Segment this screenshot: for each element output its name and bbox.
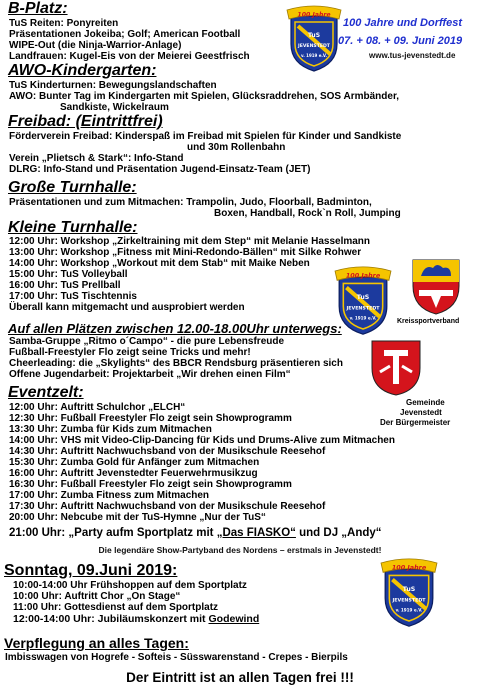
jubilaeum-line: 12:00-14:00 Uhr: Jubiläumskonzert mit Godewind: [13, 613, 260, 625]
freibad-line: Verein „Plietsch & Stark“: Info-Stand: [9, 153, 184, 164]
svg-text:JEVENSTEDT: JEVENSTEDT: [392, 598, 426, 604]
eventzelt-line: 17:00 Uhr: Zumba Fitness zum Mitmachen: [9, 490, 210, 501]
svg-text:v. 1919 e.V.: v. 1919 e.V.: [395, 607, 423, 613]
footer-free-entry: Der Eintritt ist an allen Tagen frei !!!: [126, 670, 354, 685]
kleine-line: Überall kann mitgemacht und ausprobiert werden: [9, 302, 245, 313]
plaetze-line: Cheerleading: die „Skylights“ des BBCR Rendsburg präsentieren sich: [9, 358, 343, 369]
kleine-line: 12:00 Uhr: Workshop „Zirkeltraining mit dem Step“ mit Melanie Hasselmann: [9, 236, 371, 247]
eventzelt-line: 12:00 Uhr: Auftritt Schulchor „ELCH“: [9, 402, 186, 413]
svg-text:TuS: TuS: [402, 585, 416, 593]
kleine-line: 17:00 Uhr: TuS Tischtennis: [9, 291, 137, 302]
eventzelt-line: 16:00 Uhr: Auftritt Jevenstedter Feuerwehrmusikzug: [9, 468, 258, 479]
kleine-line: 15:00 Uhr: TuS Volleyball: [9, 269, 128, 280]
heading-plaetze: Auf allen Plätzen zwischen 12.00-18.00Uhr unterwegs:: [8, 321, 342, 336]
heading-eventzelt: Eventzelt:: [8, 384, 84, 401]
freibad-line: DLRG: Info-Stand und Präsentation Jugend-Einsatz-Team (JET): [9, 164, 311, 175]
svg-text:100 Jahre: 100 Jahre: [391, 563, 427, 572]
party-legend: Die legendäre Show-Partyband des Nordens – erstmals in Jevenstedt!: [98, 545, 382, 555]
tus-jubilee-logo-middle: [334, 264, 392, 336]
bplatz-line: Landfrauen: Kugel-Eis von der Meierei Geestfrisch: [9, 51, 250, 62]
svg-text:TuS: TuS: [356, 293, 370, 301]
plaetze-line: Samba-Gruppe „Ritmo o´Campo“ - die pure Lebensfreude: [9, 336, 285, 347]
sonntag-line: 11:00 Uhr: Gottesdienst auf dem Sportplatz: [13, 602, 219, 613]
freibad-line: und 30m Rollenbahn: [187, 142, 286, 153]
heading-freibad: Freibad: (Eintrittfrei): [8, 113, 163, 130]
heading-verpflegung: Verpflegung an alles Tagen:: [4, 635, 189, 651]
heading-sonntag: Sonntag, 09.Juni 2019:: [4, 562, 178, 579]
tus-jubilee-logo: [286, 4, 342, 72]
bplatz-line: Präsentationen Jokeiba; Golf; American Football: [9, 29, 241, 40]
logo-text-top: TuS: [307, 32, 321, 39]
festival-title: 100 Jahre und Dorffest: [343, 17, 463, 29]
eventzelt-line: 17:30 Uhr: Auftritt Nachwuchsband von der Musikschule Reesehof: [9, 501, 326, 512]
awo-line: TuS Kinderturnen: Bewegungslandschaften: [9, 80, 217, 91]
fiasko-highlight: „Das FIASKO“: [216, 527, 296, 539]
festival-dates: 07. + 08. + 09. Juni 2019: [338, 35, 463, 47]
eventzelt-line: 12:30 Uhr: Fußball Freestyler Flo zeigt sein Showprogramm: [9, 413, 292, 424]
plaetze-line: Offene Jugendarbeit: Projektarbeit „Wir drehen einen Film“: [9, 369, 291, 380]
freibad-line: Förderverein Freibad: Kinderspaß im Freibad mit Spielen für Kinder und Sandkiste: [9, 131, 402, 142]
gemeinde-line1: Gemeinde: [406, 398, 445, 407]
logo-ribbon: 100 Jahre: [297, 11, 331, 19]
grosse-line: Präsentationen und zum Mitmachen: Trampolin, Judo, Floorball, Badminton,: [9, 197, 372, 208]
eventzelt-line: 15:30 Uhr: Zumba Gold für Anfänger zum Mitmachen: [9, 457, 260, 468]
awo-line: Sandkiste, Wickelraum: [60, 102, 169, 113]
verpflegung-line: Imbisswagen von Hogrefe - Softeis - Süsswarenstand - Crepes - Bierpils: [5, 652, 348, 663]
eventzelt-line: 16:30 Uhr: Fußball Freestyler Flo zeigt sein Showprogramm: [9, 479, 292, 490]
bplatz-line: WIPE-Out (die Ninja-Warrior-Anlage): [9, 40, 182, 51]
kleine-line: 16:00 Uhr: TuS Prellball: [9, 280, 121, 291]
kleine-line: 13:00 Uhr: Workshop „Fitness mit Mini-Redondo-Bällen“ mit Silke Rohwer: [9, 247, 362, 258]
eventzelt-line: 14:00 Uhr: VHS mit Video-Clip-Dancing für Kids und Drums-Alive zum Mitmachen: [9, 435, 395, 446]
eventzelt-line: 20:00 Uhr: Nebcube mit der TuS-Hymne „Nur der TuS“: [9, 512, 266, 523]
eventzelt-line: 14:30 Uhr: Auftritt Nachwuchsband von der Musikschule Reesehof: [9, 446, 326, 457]
logo-text-mid: JEVENSTEDT: [298, 44, 330, 49]
heading-awo: AWO-Kindergarten:: [8, 62, 157, 79]
svg-text:JEVENSTEDT: JEVENSTEDT: [346, 306, 380, 312]
kreissportverband-crest: [407, 256, 465, 316]
kleine-line: 14:00 Uhr: Workshop „Workout mit dem Stab“ mit Maike Neben: [9, 258, 310, 269]
gemeinde-line3: Der Bürgermeister: [380, 418, 451, 427]
kreissportverband-caption: Kreissportverband: [397, 318, 460, 325]
party-line: 21:00 Uhr: „Party aufm Sportplatz mit „Das FIASKO“ und DJ „Andy“: [9, 527, 382, 539]
heading-kleine-turnhalle: Kleine Turnhalle:: [8, 219, 138, 236]
svg-text:v. 1919 e.V.: v. 1919 e.V.: [349, 315, 377, 321]
eventzelt-line: 13:30 Uhr: Zumba für Kids zum Mitmachen: [9, 424, 212, 435]
godewind-highlight: Godewind: [208, 613, 260, 625]
sonntag-line: 10:00 Uhr: Auftritt Chor „On Stage“: [13, 591, 181, 602]
logo-text-bot: v. 1919 e.V.: [300, 53, 328, 58]
sonntag-line: 10:00-14:00 Uhr Frühshoppen auf dem Sportplatz: [13, 580, 247, 591]
svg-text:100 Jahre: 100 Jahre: [345, 271, 381, 280]
gemeinde-line2: Jevenstedt: [400, 408, 442, 417]
grosse-line: Boxen, Handball, Rock`n Roll, Jumping: [214, 208, 401, 219]
awo-line: AWO: Bunter Tag im Kindergarten mit Spielen, Glücksraddrehen, SOS Armbänder,: [9, 91, 400, 102]
gemeinde-crest: [368, 338, 424, 396]
plaetze-line: Fußball-Freestyler Flo zeigt seine Tricks und mehr!: [9, 347, 251, 358]
tus-jubilee-logo-bottom: [380, 556, 438, 628]
festival-url: www.tus-jevenstedt.de: [369, 51, 456, 60]
heading-grosse-turnhalle: Große Turnhalle:: [8, 179, 137, 196]
heading-bplatz: B-Platz:: [8, 0, 68, 17]
bplatz-line: TuS Reiten: Ponyreiten: [9, 18, 119, 29]
